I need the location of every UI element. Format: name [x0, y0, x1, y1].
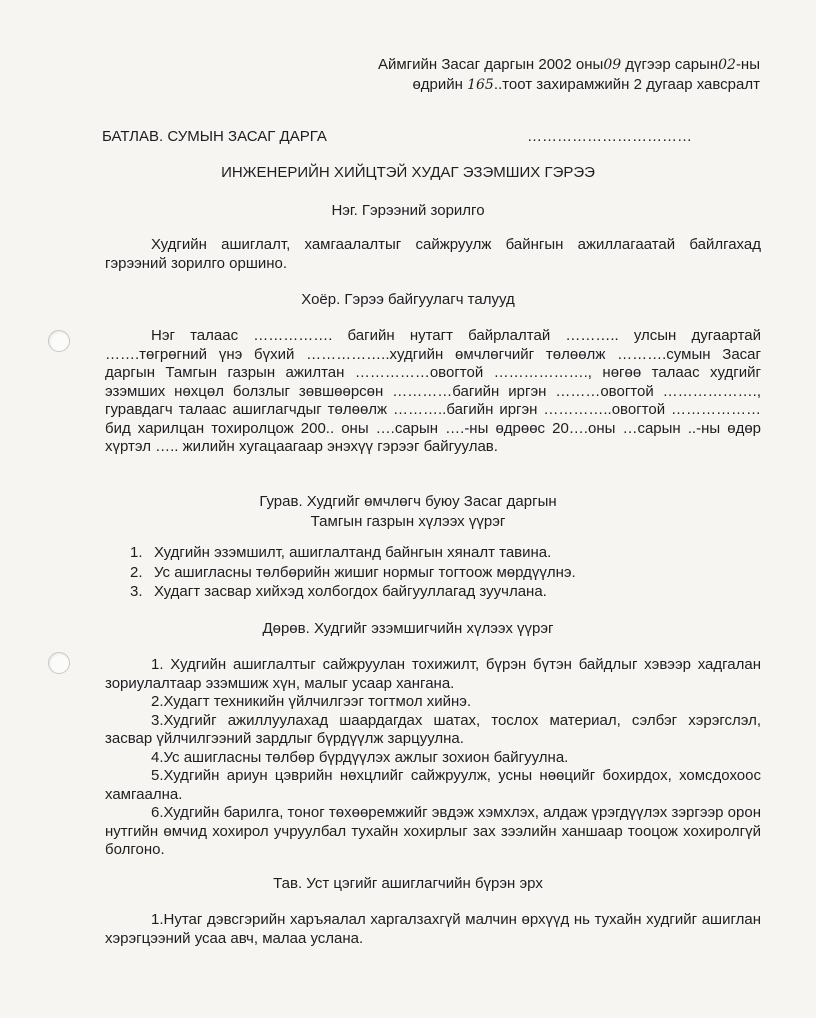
- section-2-text: Нэг талаас ……………. багийн нутагт байрлалтай ……….. улсын дугаартай …….төгрөгний үнэ бүхий ……………..худгийн өмчлөгчийг төлөөлж ……….сумын Засаг даргын Тамгын газрын ажилтан ……………овогтой ………………., нөгөө талаас худгийг эзэмших нөхцөл болзлыг зөвшөөрсөн …………багийн иргэн ………овогтой ………………., гуравдагч талаас ашиглагчдыг төлөөлж ………..багийн иргэн …………..овогтой ……………… бид харилцан тохиролцож 200.. оны ….сарын ….-ны өдрөөс 20….оны …сарын ..-ны өдөр хүртэл ….. жилийн хугацаагаар энэхүү гэрээг байгуулав.: [105, 327, 761, 455]
- handwritten-number: 165: [467, 77, 494, 93]
- section-4-heading: Дөрөв. Худгийг эзэмшигчийн хүлээх үүрэг: [262, 620, 554, 637]
- document-title: ИНЖЕНЕРИЙН ХИЙЦТЭЙ ХУДАГ ЭЗЭМШИХ ГЭРЭЭ: [221, 164, 595, 181]
- list-item: 1. Худгийн ашиглалтыг сайжруулан тохижилт, бүрэн бүтэн байдлыг хэвээр хадгалан зориулалтаар эзэмшиж хүн, малыг усаар хангана.: [105, 656, 761, 692]
- approval-label: БАТЛАВ. СУМЫН ЗАСАГ ДАРГА: [102, 128, 327, 145]
- list-item: 2. Ус ашигласны төлбөрийн жишиг нормыг тогтоож мөрдүүлнэ.: [130, 563, 576, 581]
- approval-line: [102, 128, 692, 145]
- handwritten-day: 02: [718, 57, 736, 73]
- header-line-1: Аймгийн Засаг даргын 2002 оны09 дүгээр сарын02-ны: [377, 56, 760, 73]
- header-line-2: өдрийн 165..тоот захирамжийн 2 дугаар хавсралт: [412, 76, 760, 93]
- punch-hole: [48, 652, 70, 674]
- handwritten-month: 09: [603, 57, 622, 73]
- attachment-header: [378, 55, 760, 95]
- list-item: 3.Худгийг ажиллуулахад шаардагдах шатах, тослох материал, сэлбэг хэрэгслэл, засвар үйлчилгээний зардлыг бүрдүүлж зарцуулна.: [105, 711, 761, 747]
- section-4-text: [105, 656, 761, 860]
- list-item: 4.Ус ашигласны төлбөр бүрдүүлэх ажлыг зохион байгуулна.: [151, 748, 569, 766]
- signature-line: ……………………………: [527, 128, 692, 145]
- list-item: 6.Худгийн барилга, тоног төхөөремжийг эвдэж хэмхлэх, алдаж үрэгдүүлэх зэргээр орон нутгийн өмчид хохирол учруулбал тухайн хохирлыг зах зээлийн ханшаар тооцож хохиролгүй болгоно.: [105, 804, 761, 858]
- punch-hole: [48, 330, 70, 352]
- section-5-heading: Тав. Уст цэгийг ашиглагчийн бүрэн эрх: [273, 875, 543, 892]
- list-item: 1. Худгийн эзэмшилт, ашиглалтанд байнгын хяналт тавина.: [130, 544, 552, 561]
- section-5-text: 1.Нутаг дэвсгэрийн харъяалал харгалзахгүй малчин өрхүүд нь тухайн худгийг ашиглан хэрэгцээний усаа авч, малаа услана.: [105, 911, 761, 947]
- section-1-heading: Нэг. Гэрээний зорилго: [331, 202, 485, 219]
- section-1-text: Худгийн ашиглалт, хамгаалалтыг сайжруулж байнгын ажиллагаатай байлгахад гэрээний зорилго оршино.: [105, 236, 761, 272]
- list-item: 2.Худагт техникийн үйлчилгээг тогтмол хийнэ.: [151, 693, 472, 710]
- section-2-heading: Хоёр. Гэрээ байгуулагч талууд: [301, 291, 515, 308]
- section-3-heading: Гурав. Худгийг өмчлөгч буюу Засаг даргын Тамгын газрын хүлээх үүрэг: [259, 493, 557, 530]
- section-3-list: [130, 543, 750, 602]
- list-item: 3. Худагт засвар хийхэд холбогдох байгууллагад зуучлана.: [130, 583, 547, 600]
- list-item: 5.Худгийн ариун цэврийн нөхцлийг сайжруулж, усны нөөцийг бохирдох, хомсдохоос хамгаална.: [105, 767, 761, 803]
